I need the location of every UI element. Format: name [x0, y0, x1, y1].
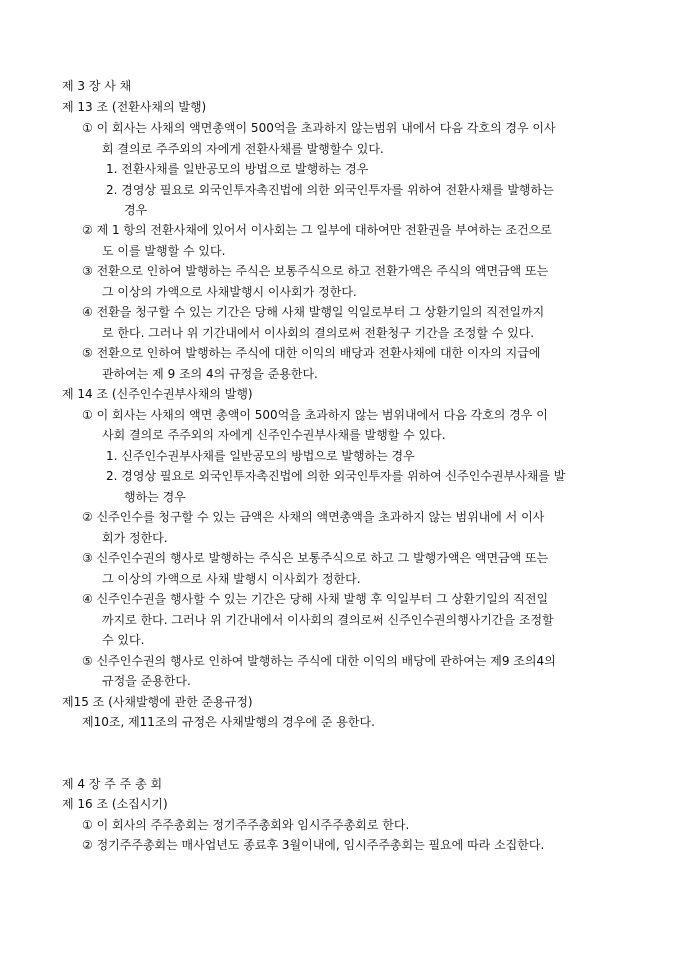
article-14-clause-3-cont: 그 이상의 가액으로 사채 발행시 이사회가 정한다. — [102, 572, 361, 586]
article-13-clause-5-cont: 관하여는 제 9 조의 4의 규정을 준용한다. — [102, 367, 318, 381]
article-16-clause-2: ② 정기주주총회는 매사업년도 종료후 3월이내에, 임시주주총회는 필요에 따라 소집한다. — [82, 838, 545, 852]
article-13-clause-3: ③ 전환으로 인하여 발행하는 주식은 보통주식으로 하고 전환가액은 주식의 액면금액 또는 — [82, 264, 549, 278]
article-14-clause-5-cont: 규정을 준용한다. — [102, 674, 191, 688]
article-13-clause-2-cont: 도 이를 발행할 수 있다. — [102, 244, 226, 258]
article-14-clause-5: ⑤ 신주인수권의 행사로 인하여 발행하는 주식에 대한 이익의 배당에 관하여는 제9 조의4의 — [82, 654, 556, 668]
article-13-clause-1: ① 이 회사는 사채의 액면총액이 500억을 초과하지 않는범위 내에서 다음 각호의 경우 이사 — [82, 121, 556, 135]
article-15-title: 제15 조 (사채발행에 관한 준용규정) — [62, 695, 253, 709]
chapter-4-heading: 제 4 장 주 주 총 회 — [62, 777, 163, 791]
article-14-clause-4-cont-2: 수 있다. — [102, 633, 145, 647]
article-13-clause-4-cont: 로 한다. 그러나 위 기간내에서 이사회의 결의로써 전환청구 기간을 조정할 수 있다. — [102, 326, 535, 340]
article-14-clause-4: ④ 신주인수권을 행사할 수 있는 기간은 당해 사채 발행 후 익일부터 그 상환기일의 직전일 — [82, 592, 549, 606]
article-13-clause-3-cont: 그 이상의 가액으로 사채발행시 이사회가 정한다. — [102, 285, 357, 299]
article-16-clause-1: ① 이 회사의 주주총회는 정기주주총회와 임시주주총회로 한다. — [82, 818, 410, 832]
article-14-clause-2: ② 신주인수를 청구할 수 있는 금액은 사채의 액면총액을 초과하지 않는 범위내에 서 이사 — [82, 510, 545, 524]
article-14-item-1: 1. 신주인수권부사채를 일반공모의 방법으로 발행하는 경우 — [106, 449, 415, 463]
article-15-body: 제10조, 제11조의 규정은 사채발행의 경우에 준 용한다. — [82, 715, 375, 729]
article-14-clause-1: ① 이 회사는 사채의 액면 총액이 500억을 초과하지 않는 범위내에서 다음 각호의 경우 이 — [82, 408, 548, 422]
article-14-clause-1-cont: 사회 결의로 주주외의 자에게 신주인수권부사채를 발행할 수 있다. — [102, 428, 446, 442]
article-13-item-1: 1. 전환사채를 일반공모의 방법으로 발행하는 경우 — [106, 162, 369, 176]
article-16-title: 제 16 조 (소집시기) — [62, 797, 168, 811]
chapter-3-heading: 제 3 장 사 채 — [62, 79, 132, 93]
article-14-item-2: 2. 경영상 필요로 외국인투자촉진법에 의한 외국인투자를 위하여 신주인수권부사채를 발 — [106, 469, 566, 483]
article-13-title: 제 13 조 (전환사채의 발행) — [62, 100, 207, 114]
article-13-clause-2: ② 제 1 항의 전환사채에 있어서 이사회는 그 일부에 대하여만 전환권을 부여하는 조건으로 — [82, 223, 552, 237]
article-13-clause-4: ④ 전환을 청구할 수 있는 기간은 당해 사채 발행일 익일로부터 그 상환기일의 직전일까지 — [82, 305, 545, 319]
article-13-clause-1-cont: 회 결의로 주주외의 자에게 전환사채를 발행할수 있다. — [102, 142, 384, 156]
article-13-clause-5: ⑤ 전환으로 인하여 발행하는 주식에 대한 이익의 배당과 전환사채에 대한 이자의 지급에 — [82, 346, 541, 360]
article-14-clause-4-cont: 까지로 한다. 그러나 위 기간내에서 이사회의 결의로써 신주인수권의행사기간을 조정할 — [102, 613, 554, 627]
article-14-clause-2-cont: 회가 정한다. — [102, 531, 168, 545]
article-13-item-2-cont: 경우 — [124, 203, 148, 217]
article-14-clause-3: ③ 신주인수권의 행사로 발행하는 주식은 보통주식으로 하고 그 발행가액은 액면금액 또는 — [82, 551, 549, 565]
article-14-item-2-cont: 행하는 경우 — [124, 490, 186, 504]
article-14-title: 제 14 조 (신주인수권부사채의 발행) — [62, 387, 253, 401]
article-13-item-2: 2. 경영상 필요로 외국인투자촉진법에 의한 외국인투자를 위하여 전환사채를 발행하는 — [106, 183, 554, 197]
